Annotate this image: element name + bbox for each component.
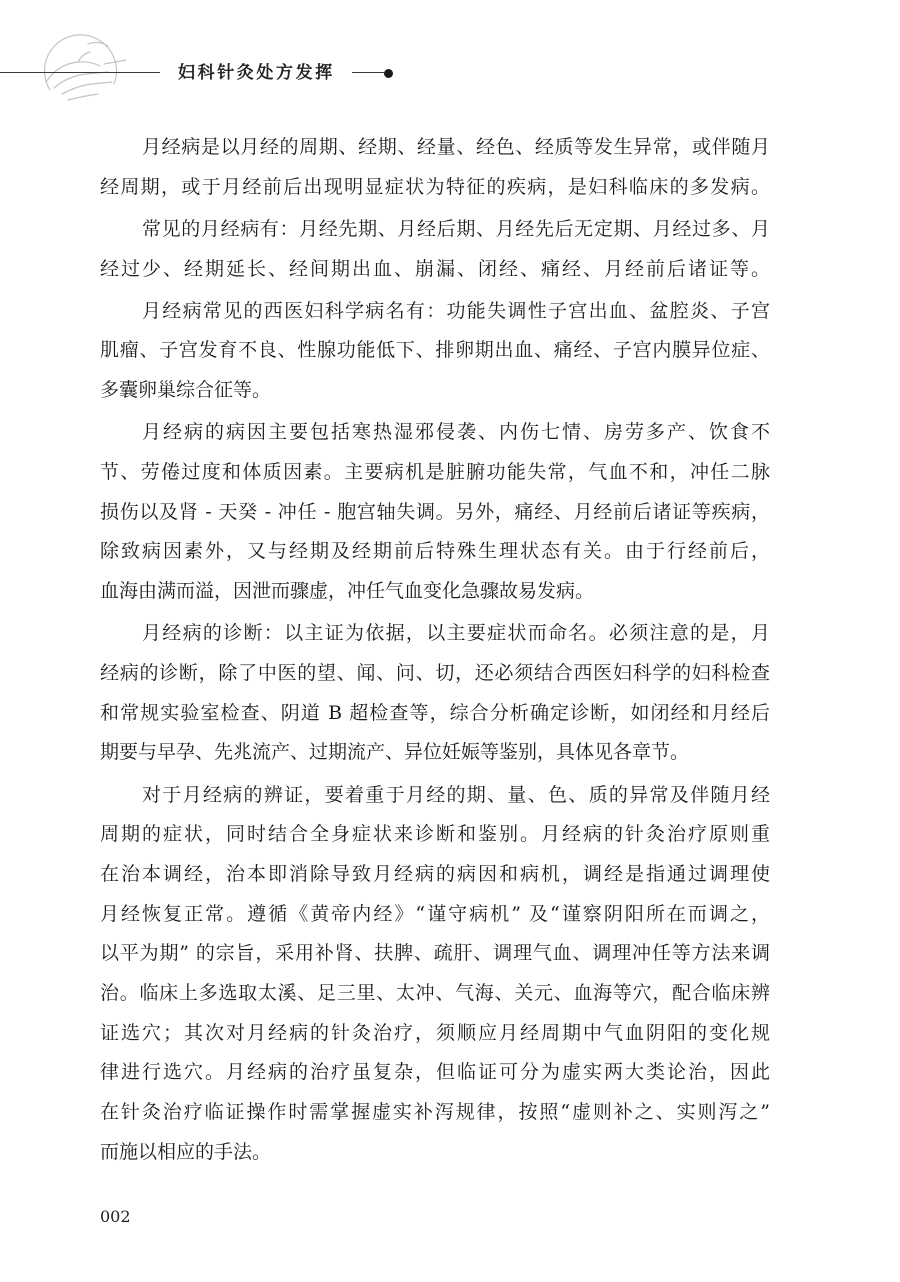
text-line: 治。临床上多选取太溪、足三里、太冲、气海、关元、血海等穴，配合临床辨 (100, 981, 770, 1004)
text-line: 月经病的病因主要包括寒热湿邪侵袭、内伤七情、房劳多产、饮食不 (142, 421, 770, 444)
text-line: 经周期，或于月经前后出现明显症状为特征的疾病，是妇科临床的多发病。 (100, 175, 770, 198)
text-line: 多囊卵巢综合征等。 (100, 379, 272, 402)
header-rule-left (0, 72, 160, 73)
text-line: 月经病的诊断：以主证为依据，以主要症状而命名。必须注意的是，月 (142, 622, 770, 645)
header-rule-right (352, 72, 384, 73)
running-header-title: 妇科针灸处方发挥 (178, 63, 335, 83)
text-line: 和常规实验室检查、阴道 B 超检查等，综合分析确定诊断，如闭经和月经后 (100, 701, 770, 724)
header-bullet-dot-icon (384, 69, 393, 78)
text-line: 证选穴；其次对月经病的针灸治疗，须顺应月经周期中气血阴阳的变化规 (100, 1021, 770, 1044)
text-line: 肌瘤、子宫发育不良、性腺功能低下、排卵期出血、痛经、子宫内膜异位症、 (100, 339, 770, 362)
text-line: 周期的症状，同时结合全身症状来诊断和鉴别。月经病的针灸治疗原则重 (100, 823, 770, 846)
text-line: 在针灸治疗临证操作时需掌握虚实补泻规律，按照“虚则补之、实则泻之” (100, 1101, 770, 1123)
text-line: 节、劳倦过度和体质因素。主要病机是脏腑功能失常，气血不和，冲任二脉 (100, 461, 770, 483)
text-line: 律进行选穴。月经病的治疗虽复杂，但临证可分为虚实两大类论治，因此 (100, 1061, 770, 1084)
page-number: 002 (100, 1207, 131, 1226)
text-line: 除致病因素外，又与经期及经期前后特殊生理状态有关。由于行经前后， (100, 540, 770, 563)
text-line: 以平为期” 的宗旨，采用补肾、扶脾、疏肝、调理气血、调理冲任等方法来调 (100, 942, 770, 965)
paragraph (100, 210, 770, 289)
paragraph (100, 292, 770, 411)
text-line: 经过少、经期延长、经间期出血、崩漏、闭经、痛经、月经前后诸证等。 (100, 257, 770, 280)
paragraph (100, 776, 770, 1173)
body-text (100, 128, 770, 1172)
text-line: 损伤以及肾 - 天癸 - 冲任 - 胞宫轴失调。另外，痛经、月经前后诸证等疾病， (100, 500, 770, 523)
paragraph (100, 614, 770, 773)
acupuncture-hand-emblem-icon (28, 24, 132, 112)
paragraph (100, 128, 770, 207)
text-line: 月经病是以月经的周期、经期、经量、经色、经质等发生异常，或伴随月 (142, 136, 770, 158)
text-line: 血海由满而溢，因泄而骤虚，冲任气血变化急骤故易发病。 (100, 580, 595, 603)
text-line: 对于月经病的辨证，要着重于月经的期、量、色、质的异常及伴随月经 (142, 783, 770, 806)
text-line: 在治本调经，治本即消除导致月经病的病因和病机，调经是指通过调理使 (100, 862, 770, 885)
text-line: 月经恢复正常。遵循《黄帝内经》“谨守病机” 及“谨察阴阳所在而调之， (100, 902, 770, 925)
text-line: 经病的诊断，除了中医的望、闻、问、切，还必须结合西医妇科学的妇科检查 (100, 661, 770, 684)
paragraph (100, 413, 770, 611)
text-line: 而施以相应的手法。 (100, 1140, 272, 1163)
text-line: 月经病常见的西医妇科学病名有：功能失调性子宫出血、盆腔炎、子宫 (142, 299, 770, 322)
text-line: 期要与早孕、先兆流产、过期流产、异位妊娠等鉴别，具体见各章节。 (100, 741, 690, 764)
text-line: 常见的月经病有：月经先期、月经后期、月经先后无定期、月经过多、月 (142, 217, 770, 240)
